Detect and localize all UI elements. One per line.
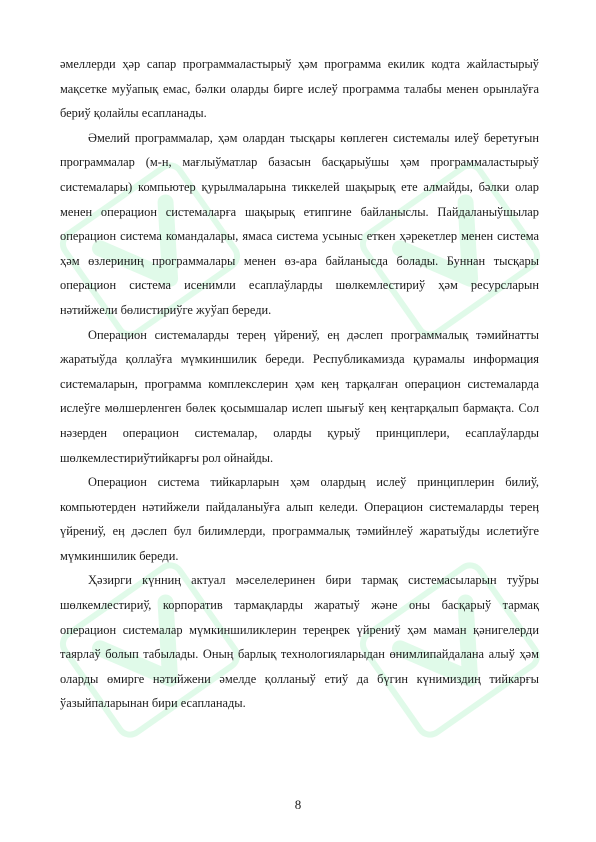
body-text [60,52,539,716]
paragraph-2: Әмелий программалар, ҳәм олардан тысқары көплеген системалы илеў беретуғын программалар (м-н, мағлыўматлар базасын басқарыўшы ҳәм программаластырыў системалары) компьютер қурылмаларына тиккелей шақырық ете алмайды, бәлки олар менен операцион системаларға шақырық етипгине байланыслы. Пайдаланыўшылар операцион система командалары, ямаса система усыныс еткен ҳәрекетлер менен система ҳәм өзлериниң программалары менен өз-ара байланысда болады. Буннан тысқары операцион система исенимли есаплаўларды шөлкемлестириў ҳәм ресурсларын нәтийжели бөлистириўге жуўап береди. [60,130,539,317]
page-number: 8 [294,797,302,812]
paragraph-1: әмеллерди ҳәр сапар программаластырыў ҳәм программа екилик кодта жайластырыў мақсетке муўапық емас, бәлки оларды бирге ислеў программа талабы менен орынлаўға бериў қолайлы есапланады. [60,57,539,121]
paragraph-5: Ҳәзирги күнниң актуал мәселелеринен бири тармақ системасыларын туўры шөлкемлестириў, корпоратив тармақларды жаратыў жәнe оны басқарыў тармақ операцион системалар мүмкиншиликлерин тереңрек үйрениў ҳәм маман қәнигелерди таярлаў болып табылады. Оның барлық технологияларыдан өнимлипайдалана алыў ҳәм оларды өмирге нәтийжени әмелде қолланыў етиў да бүгин күнимиздиң тийкарғы ўазыйпаларынан бири есапланады. [60,573,539,711]
paragraph-3: Операцион системаларды тереӊ үйрениў, еӊ дәслеп программалық тәмийнатты жаратыўда қоллаўға мүмкиншилик береди. Республикамизда қурамалы информация системаларын, программа комплекслерин ҳәм кеӊ тарқалған операцион системаларда ислеўге мөлшерленген бөлек қосымшалар ислеп шығыў кеӊ кеӊтарқалып бармақта. Сол нәзерден операцион системалар, оларды қурыў принциплери, есаплаўларды шөлкемлестириўтийкарғы рол ойнайды. [60,327,539,465]
paragraph-4: Операцион система тийкарларын ҳәм олардың ислеў принциплерин билиў, компьютерден нәтийжели пайдаланыўға алып келеди. Операцион системаларды тереӊ үйрениў, еӊ дәслеп бул билимлерди, программалық тәмийнлеў жаратыўды ислетиўге мүмкиншилик береди. [60,475,539,563]
